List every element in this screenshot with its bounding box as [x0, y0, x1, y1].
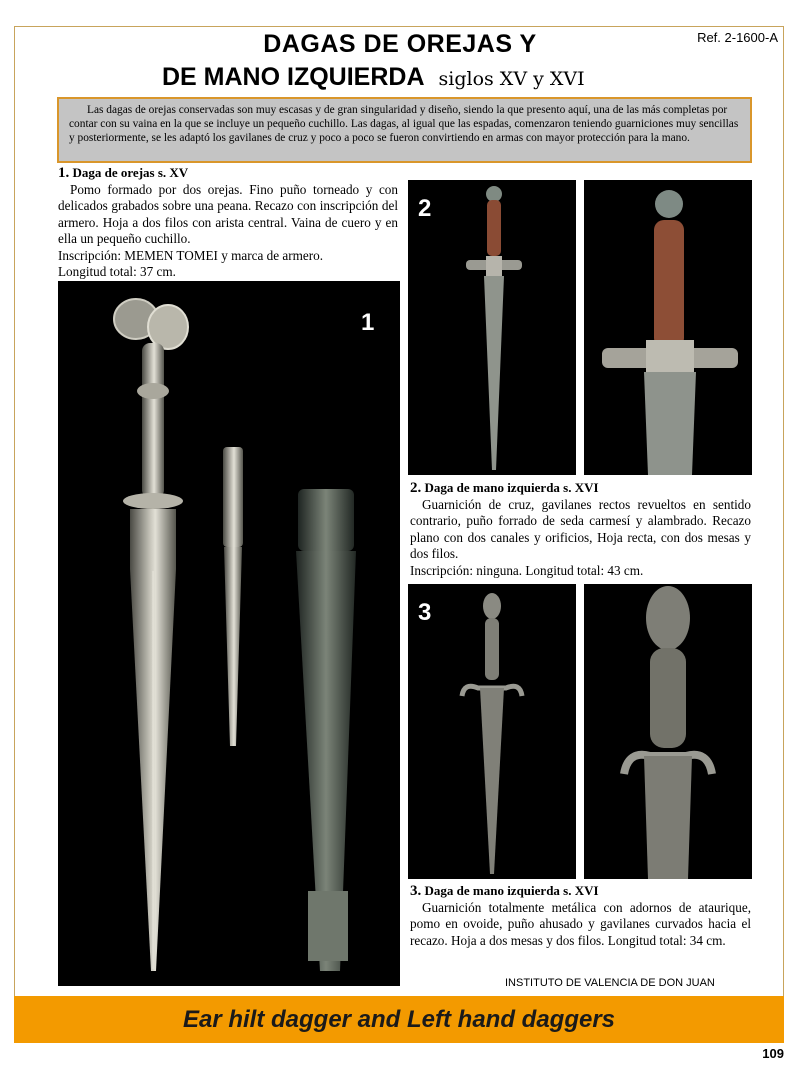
photo-item-2-detail [584, 180, 752, 475]
item-2-heading-text: Daga de mano izquierda s. XVI [424, 480, 599, 495]
institution-credit: INSTITUTO DE VALENCIA DE DON JUAN [505, 977, 715, 989]
title-line-2 [162, 63, 585, 92]
item-3-description: Guarnición totalmente metálica con adornos de ataurique, pomo en ovoide, puño ahusado y gavilanes curvados hacia el recazo. Hoja a dos mesas y dos filos. Longitud total: 34 cm. [410, 899, 751, 948]
title-subtitle: siglos XV y XVI [438, 68, 585, 90]
item-1-heading-text: Daga de orejas s. XV [72, 165, 189, 180]
dagger-1-illustration [58, 281, 400, 986]
photo-item-3-full [408, 584, 576, 879]
reference-code: Ref. 2-1600-A [697, 30, 778, 45]
item-3-heading [410, 883, 751, 900]
item-2-caption [410, 480, 751, 579]
title-line-2-text: DE MANO IZQUIERDA [162, 63, 425, 91]
item-2-heading [410, 480, 751, 497]
item-3-heading-text: Daga de mano izquierda s. XVI [424, 883, 599, 898]
banner-text: Ear hilt dagger and Left hand daggers [182, 1005, 616, 1033]
item-2-number: 2. [410, 480, 422, 496]
title-line-1: DAGAS DE OREJAS Y [263, 30, 537, 58]
item-1-heading [58, 165, 398, 182]
photo-item-3-detail [584, 584, 752, 879]
dagger-2-detail-illustration [584, 180, 752, 475]
dagger-3-detail-illustration [584, 584, 752, 879]
item-1-length: Longitud total: 37 cm. [58, 264, 176, 279]
item-2-inscription: Inscripción: ninguna. Longitud total: 43 cm. [410, 562, 644, 578]
intro-paragraph: Las dagas de orejas conservadas son muy escasas y de gran singularidad y diseño, siendo la que presento aquí, una de las más completas por contar con su vaina en la que se incluye un pequeño cuchillo. Las dagas, al igual que las espadas, comenzaron teniendo guarniciones muy sencillas y posteriormente, se les adaptó los gavilanes de cruz y poco a poco se fueron convirtiendo en armas con mayor protección para la mano. [57, 97, 752, 163]
item-1-inscription: Inscripción: MEMEN TOMEI y marca de armero. [58, 247, 324, 263]
dagger-3-illustration [408, 584, 576, 879]
item-3-number: 3. [410, 883, 422, 899]
item-3-caption [410, 883, 751, 949]
item-2-description: Guarnición de cruz, gavilanes rectos revueltos en sentido contrario, puño forrado de seda carmesí y alambrado. Recazo plano con dos canales y orificios, Hoja recta, con dos mesas y dos filos. [410, 496, 751, 561]
item-1-description: Pomo formado por dos orejas. Fino puño torneado y con delicados grabados sobre una peana. Recazo con inscripción del armero. Hoja a dos filos con arista central. Vaina de cuero y en ella un pequeño cuchillo. [58, 181, 398, 246]
photo-3-label: 3 [418, 599, 432, 626]
english-title-banner [14, 996, 784, 1043]
photo-item-1 [58, 281, 400, 986]
photo-2-label: 2 [418, 195, 432, 222]
item-1-number: 1. [58, 165, 70, 181]
photo-item-2-full [408, 180, 576, 475]
page-number: 109 [762, 1046, 784, 1061]
photo-1-label: 1 [361, 309, 375, 336]
item-1-caption [58, 165, 398, 281]
dagger-2-illustration [408, 180, 576, 475]
